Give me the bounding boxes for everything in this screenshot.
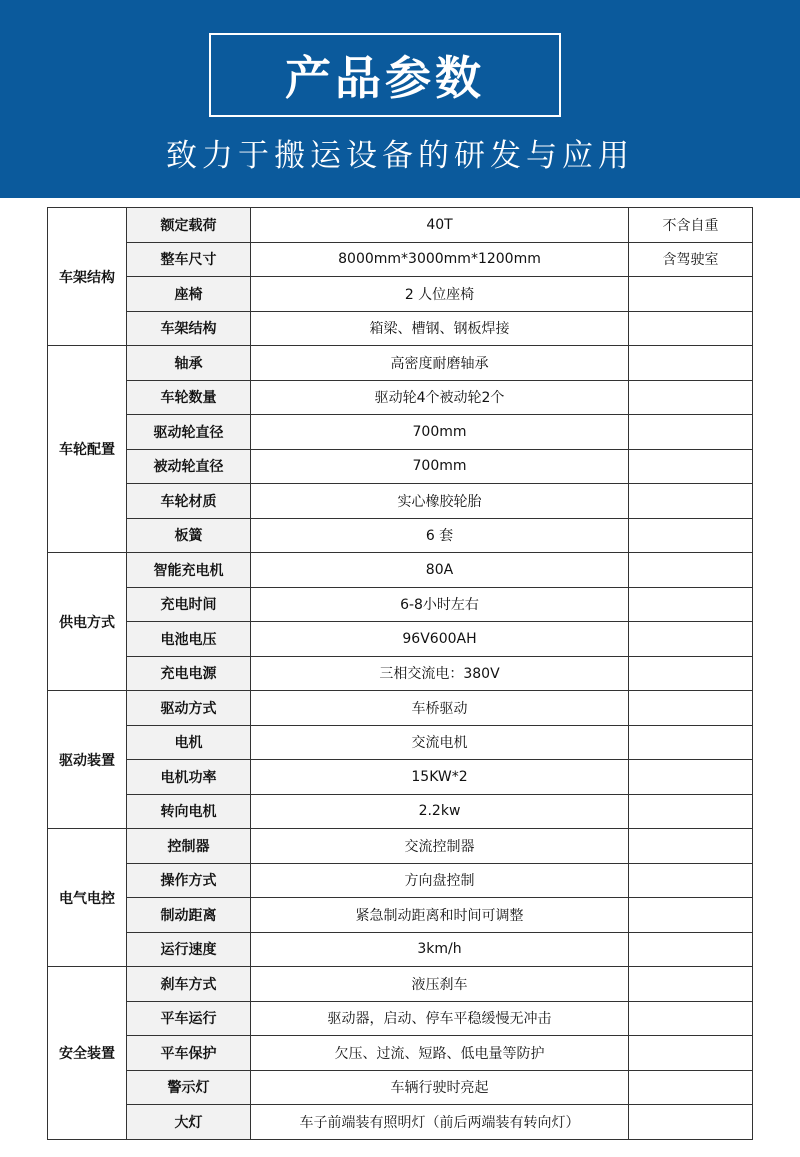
table-row: [48, 484, 753, 519]
param-value-cell: 交流电机: [251, 725, 629, 760]
param-value-cell: 紧急制动距离和时间可调整: [251, 898, 629, 933]
param-value-cell: 15KW*2: [251, 760, 629, 795]
param-value-cell: 三相交流电：380V: [251, 656, 629, 691]
param-note-cell: 含驾驶室: [629, 242, 753, 277]
table-row: [48, 760, 753, 795]
param-value-cell: 驱动器，启动、停车平稳缓慢无冲击: [251, 1001, 629, 1036]
param-note-cell: [629, 277, 753, 312]
table-row: [48, 518, 753, 553]
param-name-cell: 充电时间: [127, 587, 251, 622]
param-name-cell: 控制器: [127, 829, 251, 864]
category-cell: 安全装置: [48, 967, 127, 1140]
category-cell: 驱动装置: [48, 691, 127, 829]
param-note-cell: [629, 380, 753, 415]
table-row: [48, 415, 753, 450]
table-row: [48, 656, 753, 691]
param-name-cell: 智能充电机: [127, 553, 251, 588]
param-name-cell: 大灯: [127, 1105, 251, 1140]
param-note-cell: [629, 794, 753, 829]
category-cell: 电气电控: [48, 829, 127, 967]
table-row: [48, 829, 753, 864]
param-value-cell: 交流控制器: [251, 829, 629, 864]
param-name-cell: 轴承: [127, 346, 251, 381]
title-box: [209, 33, 561, 117]
param-note-cell: [629, 932, 753, 967]
parameter-table-body: [48, 208, 753, 1140]
table-row: [48, 794, 753, 829]
param-name-cell: 被动轮直径: [127, 449, 251, 484]
param-note-cell: [629, 967, 753, 1002]
param-name-cell: 车轮数量: [127, 380, 251, 415]
category-cell: 供电方式: [48, 553, 127, 691]
param-name-cell: 整车尺寸: [127, 242, 251, 277]
table-row: [48, 967, 753, 1002]
param-note-cell: [629, 484, 753, 519]
table-row: [48, 277, 753, 312]
param-value-cell: 欠压、过流、短路、低电量等防护: [251, 1036, 629, 1071]
param-name-cell: 警示灯: [127, 1070, 251, 1105]
param-name-cell: 电机功率: [127, 760, 251, 795]
param-note-cell: [629, 1070, 753, 1105]
param-value-cell: 2 人位座椅: [251, 277, 629, 312]
table-row: [48, 898, 753, 933]
category-cell: 车轮配置: [48, 346, 127, 553]
param-name-cell: 驱动轮直径: [127, 415, 251, 450]
table-row: [48, 725, 753, 760]
category-cell: 车架结构: [48, 208, 127, 346]
param-value-cell: 8000mm*3000mm*1200mm: [251, 242, 629, 277]
param-value-cell: 2.2kw: [251, 794, 629, 829]
param-name-cell: 座椅: [127, 277, 251, 312]
param-value-cell: 700mm: [251, 449, 629, 484]
table-row: [48, 346, 753, 381]
param-note-cell: [629, 829, 753, 864]
table-row: [48, 1070, 753, 1105]
param-name-cell: 操作方式: [127, 863, 251, 898]
parameter-table: [47, 207, 753, 1140]
table-row: [48, 1001, 753, 1036]
table-row: [48, 587, 753, 622]
table-row: [48, 311, 753, 346]
param-name-cell: 平车运行: [127, 1001, 251, 1036]
table-row: [48, 553, 753, 588]
param-value-cell: 3km/h: [251, 932, 629, 967]
table-row: [48, 691, 753, 726]
table-row: [48, 1036, 753, 1071]
param-note-cell: [629, 1105, 753, 1140]
param-note-cell: [629, 449, 753, 484]
param-name-cell: 车架结构: [127, 311, 251, 346]
param-value-cell: 96V600AH: [251, 622, 629, 657]
param-note-cell: [629, 1001, 753, 1036]
param-name-cell: 充电电源: [127, 656, 251, 691]
page-subtitle: 致力于搬运设备的研发与应用: [166, 138, 634, 174]
param-name-cell: 转向电机: [127, 794, 251, 829]
table-row: [48, 1105, 753, 1140]
param-note-cell: 不含自重: [629, 208, 753, 243]
param-note-cell: [629, 1036, 753, 1071]
param-note-cell: [629, 622, 753, 657]
table-row: [48, 863, 753, 898]
param-value-cell: 6-8小时左右: [251, 587, 629, 622]
param-value-cell: 车辆行驶时亮起: [251, 1070, 629, 1105]
param-value-cell: 车子前端装有照明灯（前后两端装有转向灯）: [251, 1105, 629, 1140]
param-note-cell: [629, 587, 753, 622]
param-note-cell: [629, 898, 753, 933]
param-note-cell: [629, 518, 753, 553]
table-row: [48, 380, 753, 415]
param-value-cell: 方向盘控制: [251, 863, 629, 898]
param-note-cell: [629, 863, 753, 898]
param-value-cell: 液压刹车: [251, 967, 629, 1002]
param-note-cell: [629, 760, 753, 795]
param-value-cell: 车桥驱动: [251, 691, 629, 726]
page-title: 产品参数: [285, 51, 485, 105]
param-note-cell: [629, 311, 753, 346]
param-name-cell: 制动距离: [127, 898, 251, 933]
param-value-cell: 高密度耐磨轴承: [251, 346, 629, 381]
table-row: [48, 449, 753, 484]
param-note-cell: [629, 725, 753, 760]
table-row: [48, 622, 753, 657]
table-row: [48, 932, 753, 967]
param-value-cell: 驱动轮4个被动轮2个: [251, 380, 629, 415]
param-value-cell: 实心橡胶轮胎: [251, 484, 629, 519]
param-value-cell: 80A: [251, 553, 629, 588]
param-name-cell: 运行速度: [127, 932, 251, 967]
param-name-cell: 驱动方式: [127, 691, 251, 726]
param-name-cell: 刹车方式: [127, 967, 251, 1002]
param-note-cell: [629, 656, 753, 691]
param-name-cell: 电池电压: [127, 622, 251, 657]
param-value-cell: 700mm: [251, 415, 629, 450]
param-note-cell: [629, 346, 753, 381]
param-value-cell: 箱梁、槽钢、钢板焊接: [251, 311, 629, 346]
param-name-cell: 车轮材质: [127, 484, 251, 519]
param-note-cell: [629, 691, 753, 726]
header-banner: [0, 0, 800, 198]
param-value-cell: 40T: [251, 208, 629, 243]
table-row: [48, 208, 753, 243]
param-name-cell: 电机: [127, 725, 251, 760]
param-name-cell: 平车保护: [127, 1036, 251, 1071]
param-name-cell: 额定载荷: [127, 208, 251, 243]
param-name-cell: 板簧: [127, 518, 251, 553]
param-note-cell: [629, 553, 753, 588]
param-value-cell: 6 套: [251, 518, 629, 553]
param-note-cell: [629, 415, 753, 450]
table-row: [48, 242, 753, 277]
